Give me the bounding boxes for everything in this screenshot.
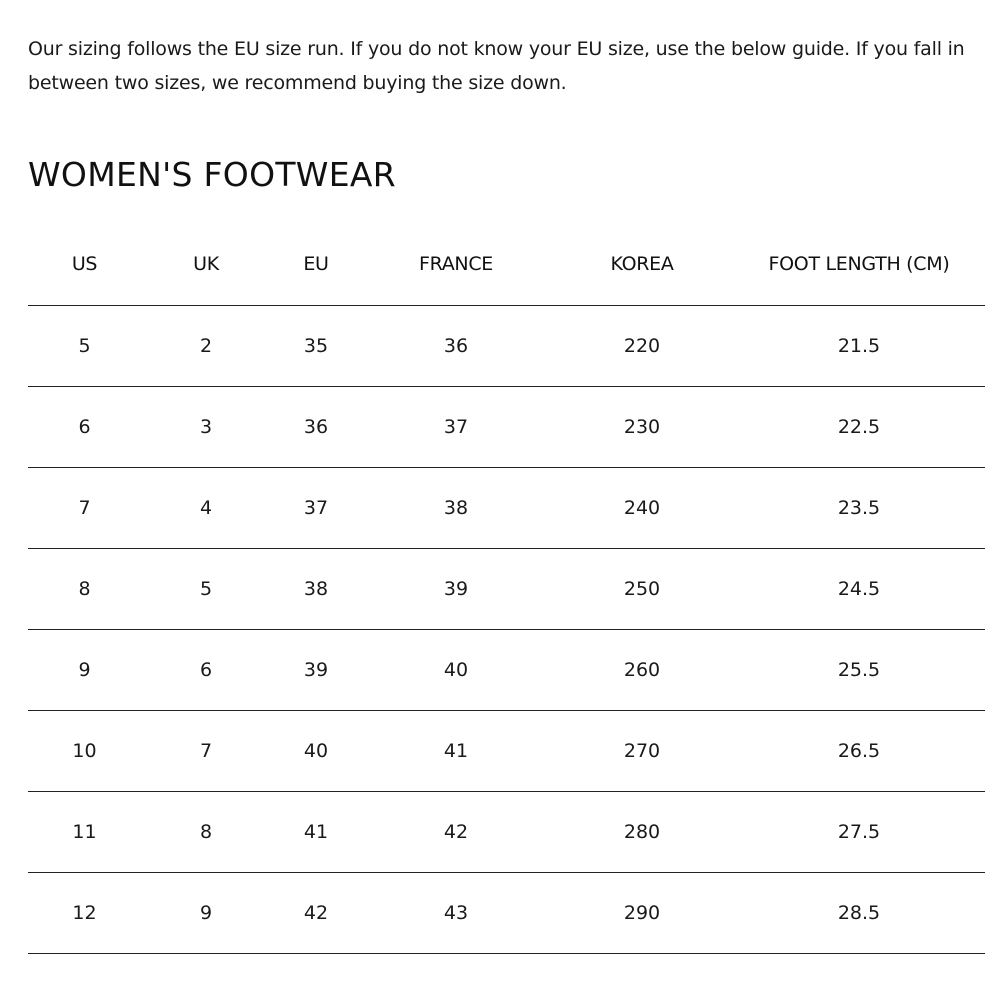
column-header-uk: UK <box>141 223 271 306</box>
cell-us: 11 <box>28 792 141 873</box>
table-header-row <box>28 223 985 306</box>
cell-france: 39 <box>361 549 551 630</box>
cell-foot-length: 27.5 <box>733 792 985 873</box>
cell-korea: 230 <box>551 387 733 468</box>
cell-uk: 2 <box>141 306 271 387</box>
cell-foot-length: 22.5 <box>733 387 985 468</box>
cell-us: 12 <box>28 873 141 954</box>
size-chart-table <box>28 223 985 954</box>
cell-eu: 39 <box>271 630 361 711</box>
cell-us: 6 <box>28 387 141 468</box>
cell-us: 5 <box>28 306 141 387</box>
cell-foot-length: 23.5 <box>733 468 985 549</box>
table-row <box>28 549 985 630</box>
cell-france: 40 <box>361 630 551 711</box>
table-row <box>28 468 985 549</box>
cell-korea: 270 <box>551 711 733 792</box>
table-row <box>28 387 985 468</box>
cell-foot-length: 24.5 <box>733 549 985 630</box>
column-header-korea: KOREA <box>551 223 733 306</box>
cell-uk: 4 <box>141 468 271 549</box>
cell-korea: 280 <box>551 792 733 873</box>
cell-eu: 35 <box>271 306 361 387</box>
cell-uk: 9 <box>141 873 271 954</box>
table-row <box>28 873 985 954</box>
cell-korea: 240 <box>551 468 733 549</box>
column-header-foot-length: FOOT LENGTH (CM) <box>733 223 985 306</box>
cell-france: 41 <box>361 711 551 792</box>
column-header-eu: EU <box>271 223 361 306</box>
cell-france: 43 <box>361 873 551 954</box>
cell-eu: 40 <box>271 711 361 792</box>
cell-eu: 42 <box>271 873 361 954</box>
cell-foot-length: 25.5 <box>733 630 985 711</box>
cell-uk: 8 <box>141 792 271 873</box>
cell-uk: 6 <box>141 630 271 711</box>
cell-eu: 41 <box>271 792 361 873</box>
cell-france: 37 <box>361 387 551 468</box>
intro-paragraph: Our sizing follows the EU size run. If you do not know your EU size, use the below guide. If you fall in between two sizes, we recommend buying the size down. <box>28 38 965 94</box>
cell-uk: 7 <box>141 711 271 792</box>
cell-france: 36 <box>361 306 551 387</box>
cell-eu: 38 <box>271 549 361 630</box>
cell-us: 8 <box>28 549 141 630</box>
table-row <box>28 306 985 387</box>
cell-eu: 36 <box>271 387 361 468</box>
section-title: WOMEN'S FOOTWEAR <box>28 155 396 194</box>
cell-france: 38 <box>361 468 551 549</box>
table-row <box>28 711 985 792</box>
cell-uk: 3 <box>141 387 271 468</box>
cell-france: 42 <box>361 792 551 873</box>
table-row <box>28 630 985 711</box>
cell-korea: 260 <box>551 630 733 711</box>
cell-foot-length: 21.5 <box>733 306 985 387</box>
cell-foot-length: 28.5 <box>733 873 985 954</box>
cell-us: 10 <box>28 711 141 792</box>
cell-us: 9 <box>28 630 141 711</box>
cell-us: 7 <box>28 468 141 549</box>
cell-korea: 250 <box>551 549 733 630</box>
cell-foot-length: 26.5 <box>733 711 985 792</box>
cell-eu: 37 <box>271 468 361 549</box>
column-header-us: US <box>28 223 141 306</box>
column-header-france: FRANCE <box>361 223 551 306</box>
cell-korea: 290 <box>551 873 733 954</box>
table-row <box>28 792 985 873</box>
cell-uk: 5 <box>141 549 271 630</box>
cell-korea: 220 <box>551 306 733 387</box>
